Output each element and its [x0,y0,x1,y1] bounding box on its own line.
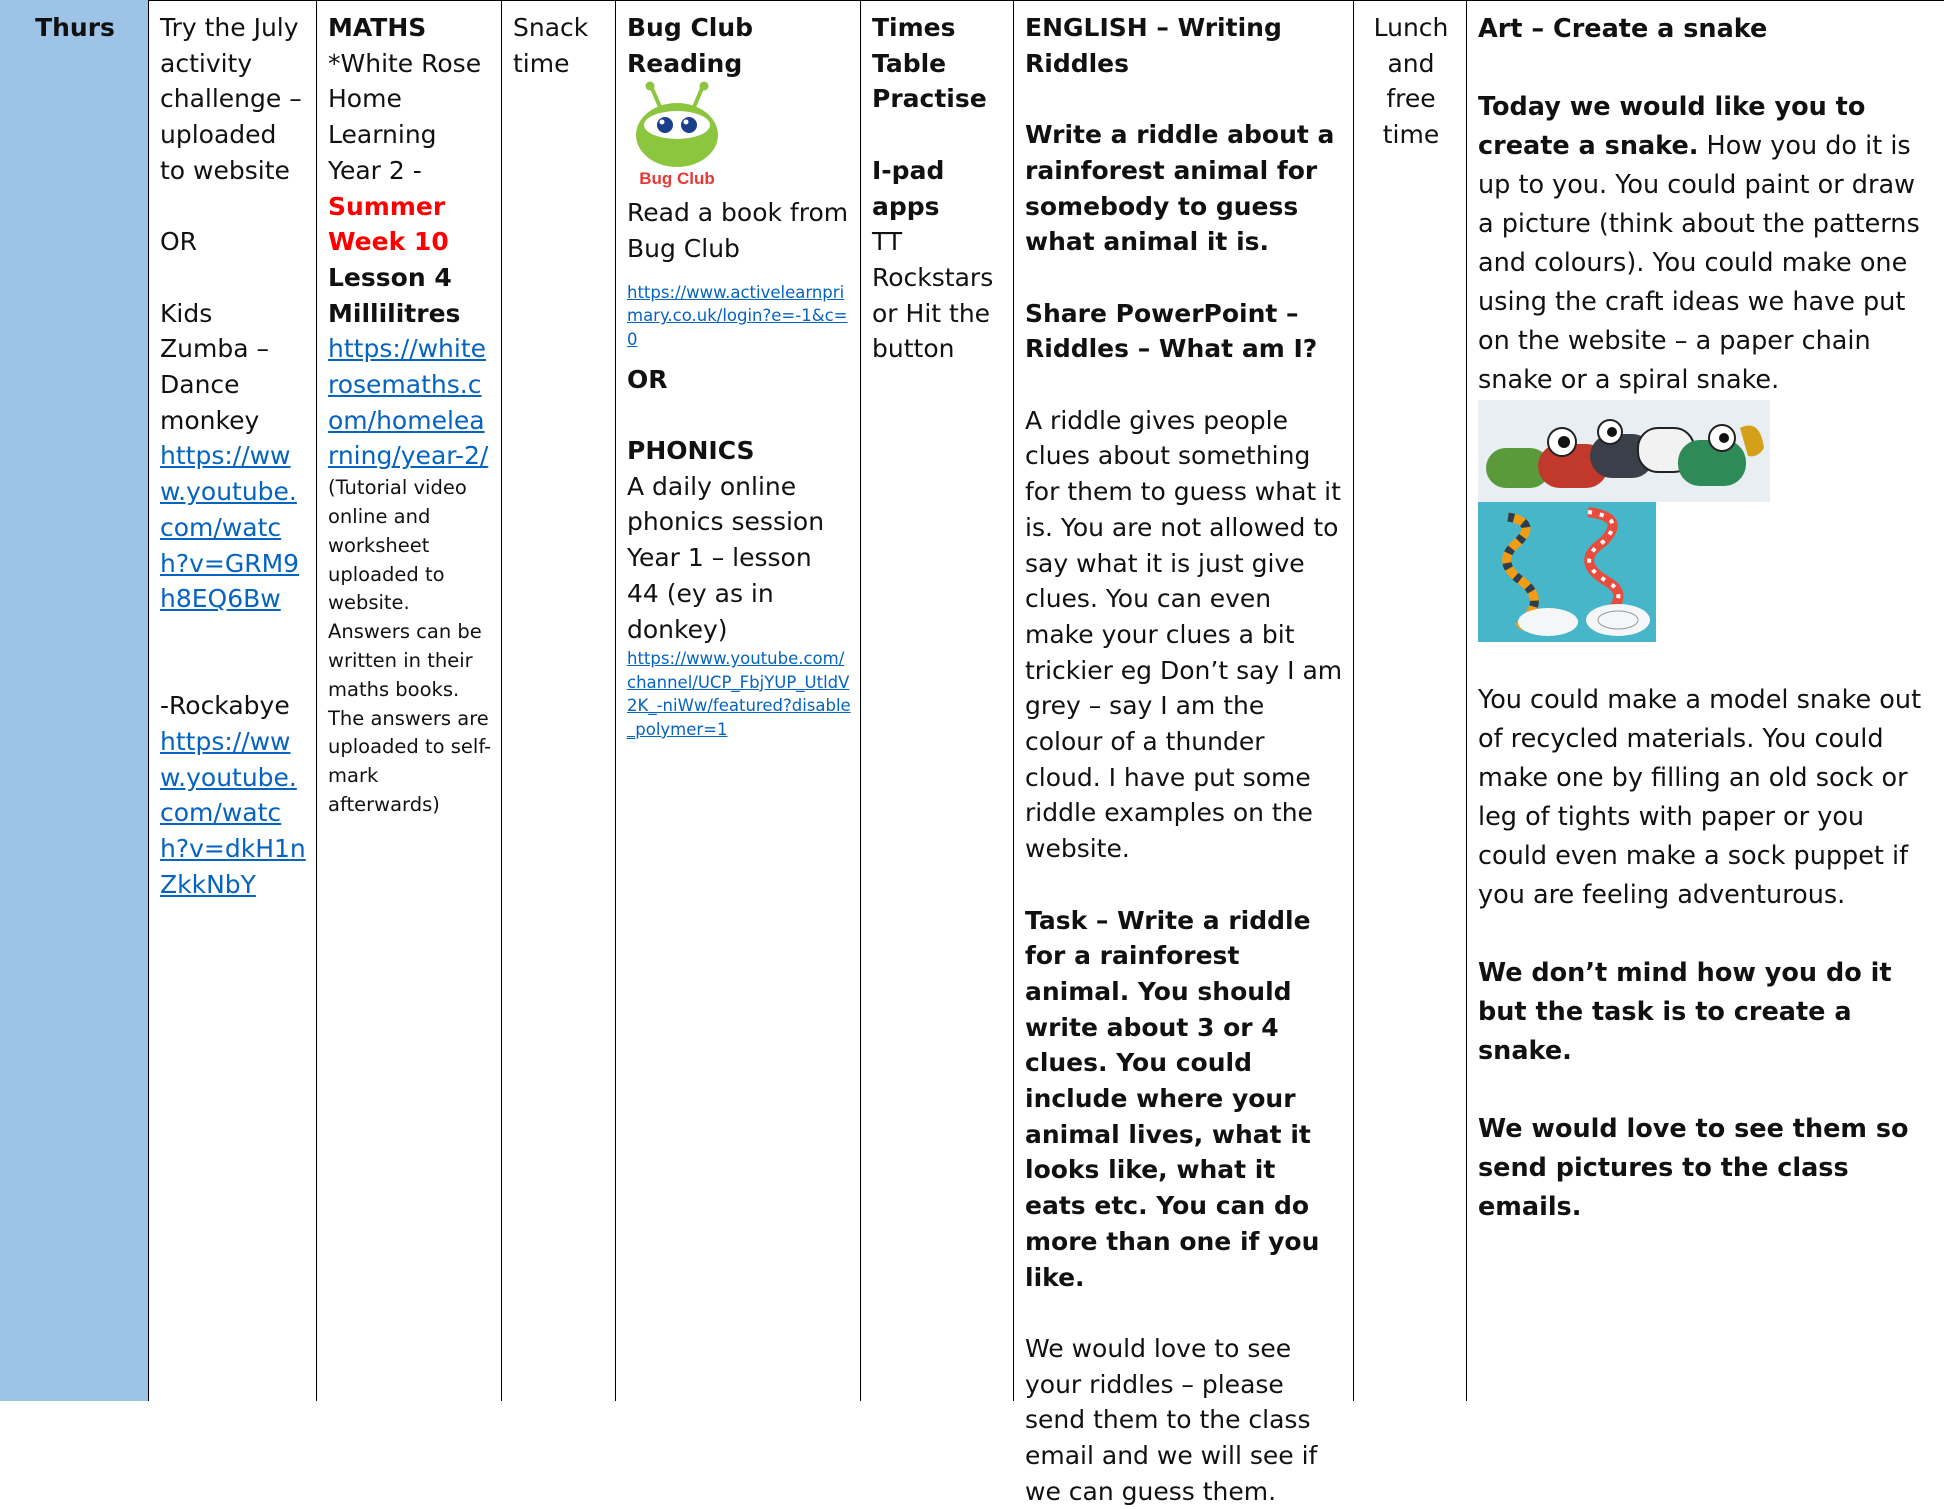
activity-or: OR [160,227,198,257]
art-paragraph-1 [1478,88,1935,400]
zumba-text: Kids Zumba – Dance monkey [160,298,269,435]
times-apps: I-pad apps [872,155,945,221]
art-paragraph-2: You could make a model snake out of recycled materials. You could make one by filling an old sock or leg of tights with paper or you could even make a sock puppet if you are feeling adventurous. [1478,685,1922,910]
snack-text: Snack time [513,13,589,78]
phonics-text: A daily online phonics session Year 1 – lesson 44 (ey as in donkey) [627,471,825,644]
phonics-title: PHONICS [627,435,755,465]
lunch-cell [1353,0,1466,1401]
art-cell [1466,0,1944,1401]
reading-text: Read a book from Bug Club [627,198,849,264]
english-send: We would love to see your riddles – please send them to the class email and we will see if we can guess them. [1025,1333,1318,1506]
art-paragraph-3: We don’t mind how you do it but the task is to create a snake. [1478,958,1892,1066]
reading-or: OR [627,364,668,394]
bug-club-logo [627,81,727,189]
maths-cell [316,0,501,1401]
phonics-link[interactable]: https://www.youtube.com/channel/UCP_FbjYUP_UtldV2K_-niWw/featured?disable_polymer=1 [627,649,851,739]
maths-note: (Tutorial video online and worksheet uploaded to website. Answers can be written in their maths books. The answers are uploaded to self-mark afterwards) [328,476,492,816]
english-title: ENGLISH – Writing Riddles [1025,13,1282,78]
maths-title: MATHS [328,13,427,42]
lunch-text: Lunch and free time [1373,13,1449,150]
rockabye-text: -Rockabye [160,691,290,721]
times-table-cell [860,0,1013,1401]
reading-cell [615,0,860,1401]
maths-link[interactable]: https://whiterosemaths.com/homelearning/year-2/ [328,334,489,471]
english-task-summary: Write a riddle about a rainforest animal for somebody to guess what animal it is. [1025,120,1335,257]
maths-text: *White Rose Home Learning Year 2 - [328,48,482,185]
english-powerpoint: Share PowerPoint – Riddles – What am I? [1025,298,1318,364]
art-intro-bold: Today we would like you to create a snake. [1478,92,1866,161]
spiral-snake-picture [1478,502,1656,642]
english-riddle-explanation: A riddle gives people clues about something for them to guess what it is. You are not allowed to say what it is just give clues. You can even make your clues a bit trickier eg Don’t say I am grey – say I am the colour of a thunder cloud. I have put some riddle examples on the website. [1025,405,1343,864]
activity-challenge-text: Try the July activity challenge – uploaded to website [160,13,302,185]
activity-cell [148,0,316,1401]
art-intro-rest: How you do it is up to you. You could paint or draw a picture (think about the patterns and colours). You could make one using the craft ideas we have put on the website – a paper chain snake or a spiral snake. [1478,131,1920,395]
zumba-link[interactable]: https://www.youtube.com/watch?v=GRM9h8EQ6Bw [160,441,300,614]
reading-title: Bug Club Reading [627,13,754,78]
reading-link[interactable]: https://www.activelearnprimary.co.uk/login?e=-1&c=0 [627,282,848,349]
bug-club-logo-text: Bug Club [639,169,715,189]
english-cell [1013,0,1353,1506]
times-text: TT Rockstars or Hit the button [872,227,994,364]
rockabye-link[interactable]: https://www.youtube.com/watch?v=dkH1nZkkNbY [160,727,306,899]
english-task: Task – Write a riddle for a rainforest animal. You should write about 3 or 4 clues. You could include where your animal lives, what it looks like, what it eats etc. You can do more than one if you like. [1025,905,1320,1292]
paper-chain-snake-picture [1478,400,1770,502]
snack-cell [501,0,615,1401]
art-title: Art – Create a snake [1478,14,1768,44]
art-paragraph-4: We would love to see them so send pictures to the class emails. [1478,1114,1909,1222]
maths-summer-week: Summer Week 10 [328,191,449,257]
times-title: Times Table Practise [872,13,987,114]
maths-lesson: Lesson 4 Millilitres [328,262,461,328]
day-cell [0,0,148,1401]
day-label: Thurs [35,13,115,42]
